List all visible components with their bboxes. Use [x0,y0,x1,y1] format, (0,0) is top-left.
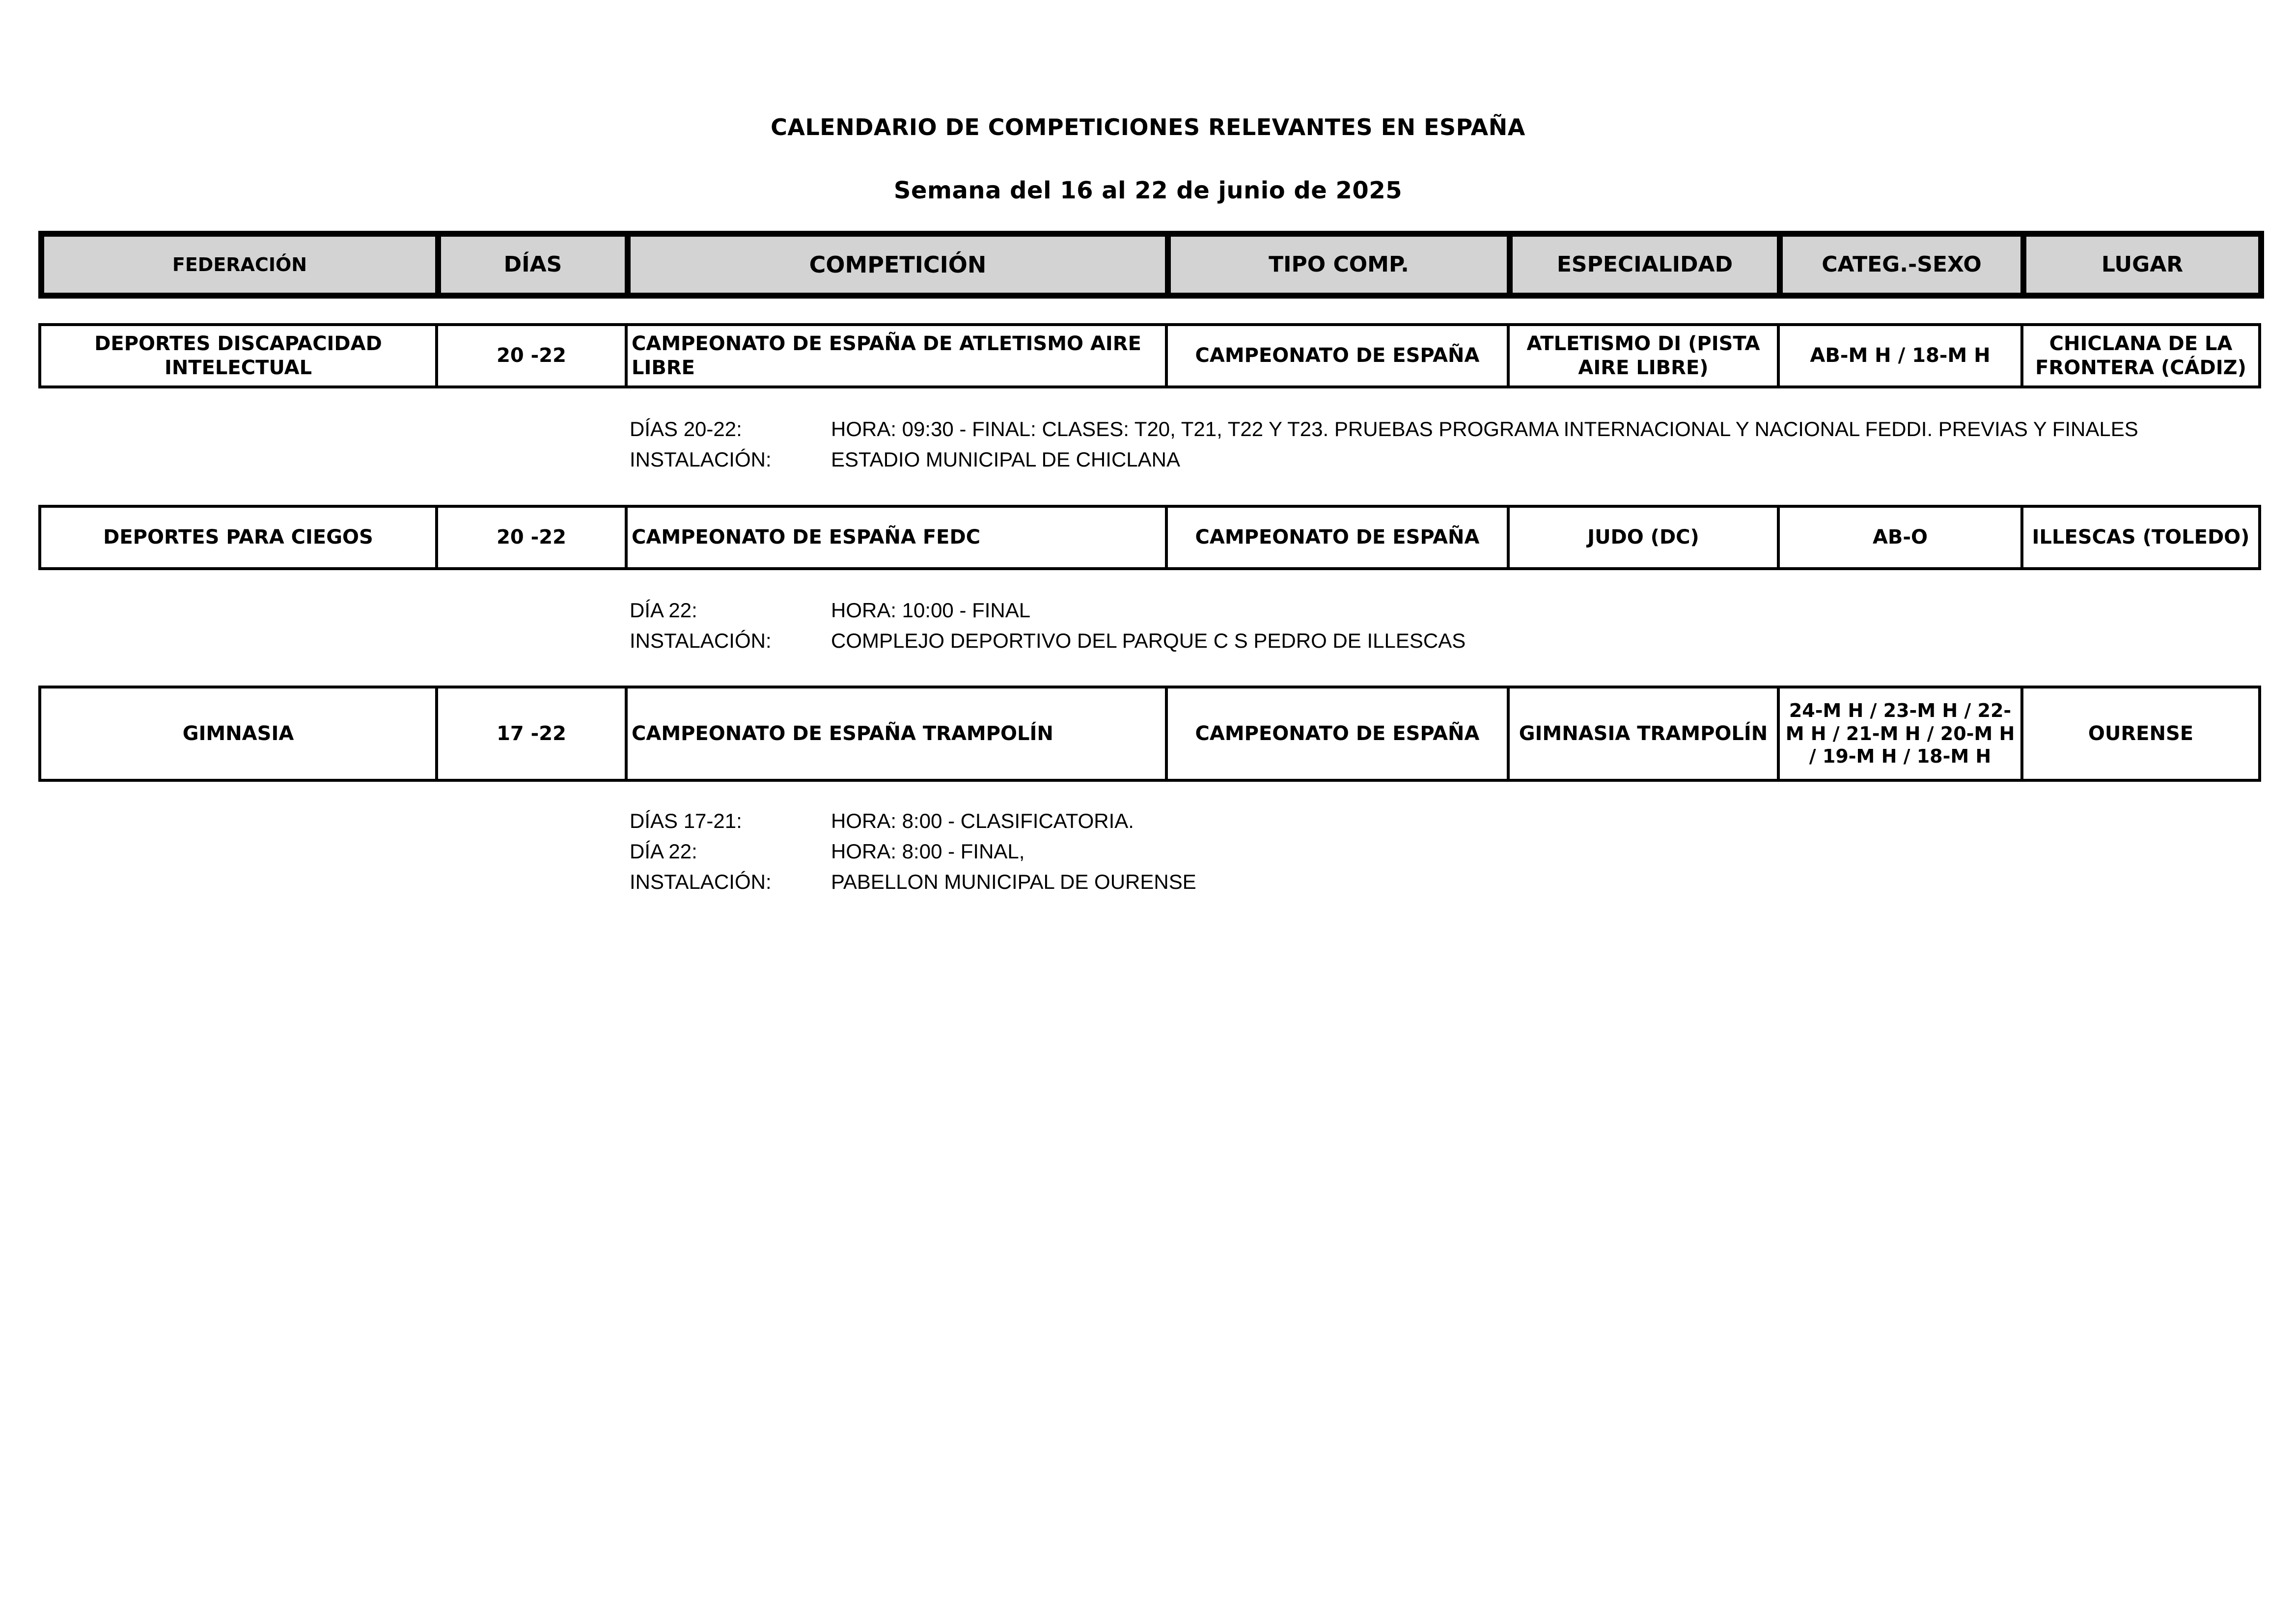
cell-tipo: CAMPEONATO DE ESPAÑA [1166,325,1508,387]
cell-competicion: CAMPEONATO DE ESPAÑA FEDC [626,506,1166,569]
header-categ: CATEG.-SEXO [1780,234,2023,296]
detail-label: DÍA 22: [630,840,697,863]
cell-competicion: CAMPEONATO DE ESPAÑA DE ATLETISMO AIRE LIBRE [626,325,1166,387]
detail-value: HORA: 10:00 - FINAL [831,599,1031,622]
header-tipo: TIPO COMP. [1168,234,1510,296]
cell-categ: AB-O [1778,506,2022,569]
detail-value: HORA: 09:30 - FINAL: CLASES: T20, T21, T22 Y T23. PRUEBAS PROGRAMA INTERNACIONAL Y NACIONAL FEDDI. PREVIAS Y FINALES [831,417,2138,440]
detail-line [630,444,2138,475]
cell-dias: 20 -22 [437,506,626,569]
header-federacion: FEDERACIÓN [41,234,438,296]
header-dias: DÍAS [438,234,628,296]
cell-federacion: DEPORTES DISCAPACIDAD INTELECTUAL [40,325,437,387]
competition-row [38,686,2261,782]
cell-competicion: CAMPEONATO DE ESPAÑA TRAMPOLÍN [626,687,1166,780]
detail-value: PABELLON MUNICIPAL DE OURENSE [831,870,1196,893]
cell-categ: AB-M H / 18-M H [1778,325,2022,387]
detail-line [630,836,1196,867]
document-title: CALENDARIO DE COMPETICIONES RELEVANTES EN ESPAÑA [771,114,1525,140]
cell-federacion: DEPORTES PARA CIEGOS [40,506,437,569]
competition-row [38,323,2261,388]
cell-especialidad: JUDO (DC) [1508,506,1778,569]
competition-row [38,505,2261,570]
detail-line [630,867,1196,897]
competition-details [630,806,1196,897]
cell-tipo: CAMPEONATO DE ESPAÑA [1166,506,1508,569]
detail-label: DÍAS 20-22: [630,417,742,440]
cell-dias: 17 -22 [437,687,626,780]
detail-value: ESTADIO MUNICIPAL DE CHICLANA [831,448,1181,471]
detail-value: COMPLEJO DEPORTIVO DEL PARQUE C S PEDRO DE ILLESCAS [831,629,1466,652]
competition-details [630,595,1466,656]
cell-lugar: ILLESCAS (TOLEDO) [2022,506,2260,569]
detail-value: HORA: 8:00 - FINAL, [831,840,1025,863]
detail-label: INSTALACIÓN: [630,629,772,652]
detail-value: HORA: 8:00 - CLASIFICATORIA. [831,809,1134,832]
detail-line [630,626,1466,656]
detail-line [630,414,2138,444]
header-lugar: LUGAR [2023,234,2261,296]
detail-label: INSTALACIÓN: [630,448,772,471]
cell-federacion: GIMNASIA [40,687,437,780]
detail-label: DÍAS 17-21: [630,809,742,832]
header-table [38,231,2264,299]
document-subtitle: Semana del 16 al 22 de junio de 2025 [893,177,1403,204]
cell-especialidad: GIMNASIA TRAMPOLÍN [1508,687,1778,780]
detail-label: INSTALACIÓN: [630,870,772,893]
cell-categ: 24-M H / 23-M H / 22-M H / 21-M H / 20-M H / 19-M H / 18-M H [1778,687,2022,780]
detail-line [630,806,1196,836]
detail-line [630,595,1466,626]
cell-especialidad: ATLETISMO DI (PISTA AIRE LIBRE) [1508,325,1778,387]
detail-label: DÍA 22: [630,599,697,622]
cell-tipo: CAMPEONATO DE ESPAÑA [1166,687,1508,780]
cell-lugar: OURENSE [2022,687,2260,780]
header-especialidad: ESPECIALIDAD [1510,234,1780,296]
cell-dias: 20 -22 [437,325,626,387]
header-competicion: COMPETICIÓN [628,234,1168,296]
header-row [41,234,2261,296]
cell-lugar: CHICLANA DE LA FRONTERA (CÁDIZ) [2022,325,2260,387]
competition-details [630,414,2138,475]
